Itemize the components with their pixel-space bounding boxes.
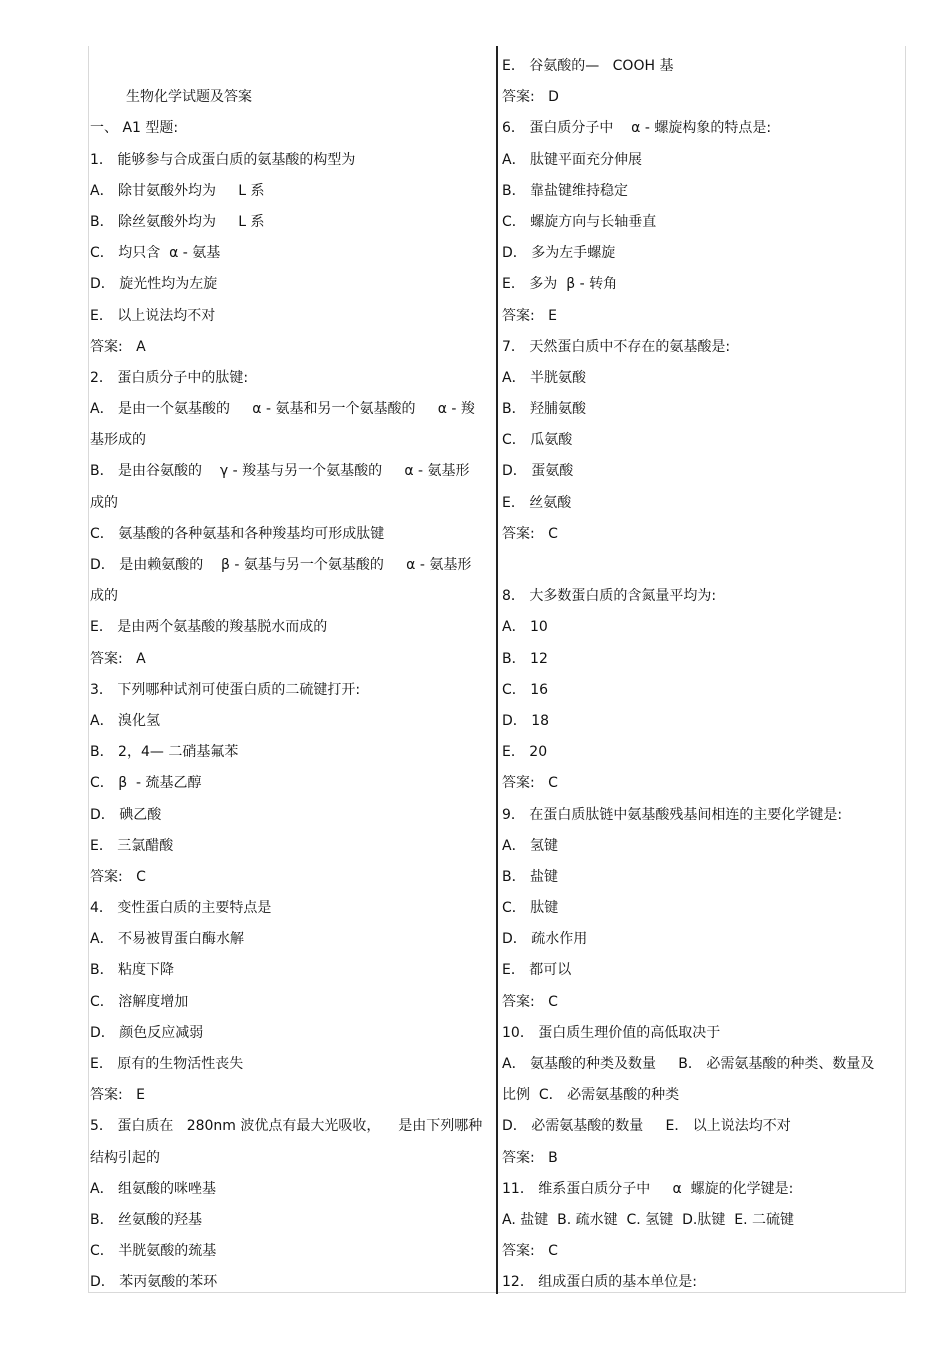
right-column-line: B． 盐键 — [502, 868, 559, 885]
right-column-line: C． 肽键 — [502, 900, 559, 917]
left-column-line: B． 是由谷氨酸的 γ - 羧基与另一个氨基酸的 α - 氨基形 — [90, 463, 470, 480]
left-column-line: 5． 蛋白质在 280nm 波优点有最大光吸收， 是由下列哪种 — [90, 1118, 483, 1135]
left-column-line: A． 组氨酸的咪唑基 — [90, 1180, 217, 1197]
left-column-line — [90, 51, 492, 82]
right-column-line: D． 18 — [502, 712, 550, 729]
left-column-line: 答案: A — [90, 650, 146, 667]
left-column-line: C． 均只含 α - 氨基 — [90, 245, 221, 262]
left-column-line: 答案: C — [90, 868, 146, 885]
right-column-line: E． 谷氨酸的— COOH 基 — [502, 58, 674, 74]
right-column-line: 答案: C — [502, 1243, 558, 1260]
right-column-line: 答案: B — [502, 1149, 558, 1166]
right-column-line: E． 丝氨酸 — [502, 494, 572, 511]
right-column-line: B． 靠盐键维持稳定 — [502, 182, 629, 199]
right-column-line: A． 肽键平面充分伸展 — [502, 151, 643, 168]
left-column-line: A． 溴化氢 — [90, 712, 161, 729]
right-column-line: D． 疏水作用 — [502, 931, 588, 948]
right-column-line: 7． 天然蛋白质中不存在的氨基酸是: — [502, 338, 731, 355]
right-column-line: B． 羟脯氨酸 — [502, 401, 587, 418]
right-column-line: 答案: E — [502, 307, 557, 324]
left-column-line: E． 是由两个氨基酸的羧基脱水而成的 — [90, 619, 328, 636]
right-column-line: 8． 大多数蛋白质的含氮量平均为: — [502, 588, 717, 605]
left-column — [90, 51, 492, 1299]
right-column-line: D． 必需氨基酸的数量 E． 以上说法均不对 — [502, 1118, 791, 1135]
left-column-line: D． 是由赖氨酸的 β - 氨基与另一个氨基酸的 α - 氨基形 — [90, 557, 472, 573]
right-column-line: A． 氢键 — [502, 837, 559, 854]
left-column-line: 成的 — [90, 494, 118, 511]
right-column-line: 比例 C． 必需氨基酸的种类 — [502, 1087, 680, 1104]
right-column-line: E． 多为 β - 转角 — [502, 276, 618, 293]
left-column-line: D． 颜色反应减弱 — [90, 1024, 204, 1041]
left-column-line: E． 原有的生物活性丧失 — [90, 1056, 244, 1072]
left-column-line: 一、 A1 型题: — [90, 120, 179, 137]
right-column-line: 6． 蛋白质分子中 α - 螺旋构象的特点是: — [502, 120, 772, 137]
column-divider — [496, 46, 498, 1294]
right-column-line: B． 12 — [502, 650, 548, 667]
left-column-line: 1． 能够参与合成蛋白质的氨基酸的构型为 — [90, 151, 356, 168]
right-column-line: 答案: C — [502, 993, 558, 1010]
right-column-line: A． 氨基酸的种类及数量 B． 必需氨基酸的种类、数量及 — [502, 1056, 875, 1072]
left-column-line: A． 不易被胃蛋白酶水解 — [90, 931, 245, 948]
left-column-line: 3． 下列哪种试剂可使蛋白质的二硫键打开: — [90, 681, 361, 698]
left-column-line: B． 粘度下降 — [90, 962, 175, 979]
left-column-line: C． β - 巯基乙醇 — [90, 775, 202, 792]
left-column-line: C． 溶解度增加 — [90, 993, 189, 1010]
right-column-line: 10． 蛋白质生理价值的高低取决于 — [502, 1024, 721, 1041]
left-border — [88, 46, 89, 1292]
right-column-line: 答案: C — [502, 525, 558, 542]
left-column-line: 2． 蛋白质分子中的肽键: — [90, 369, 249, 386]
right-column-line: C． 16 — [502, 681, 549, 698]
left-column-line: 答案: A — [90, 338, 146, 355]
right-column-line: C． 瓜氨酸 — [502, 432, 573, 449]
left-column-line: 成的 — [90, 588, 118, 605]
right-column-line: D． 蛋氨酸 — [502, 463, 574, 480]
right-column-line: 11． 维系蛋白质分子中 α 螺旋的化学键是: — [502, 1180, 794, 1197]
left-column-line: 基形成的 — [90, 432, 146, 449]
left-column-line: A． 除甘氨酸外均为 L 系 — [90, 182, 265, 199]
right-column-line: E． 都可以 — [502, 962, 572, 979]
left-column-line: D． 旋光性均为左旋 — [90, 276, 218, 293]
right-column-line: D． 多为左手螺旋 — [502, 245, 616, 262]
left-column-line: B． 丝氨酸的羟基 — [90, 1211, 203, 1228]
left-column-line: D． 碘乙酸 — [90, 806, 162, 823]
left-column-line: E． 以上说法均不对 — [90, 307, 216, 324]
left-column-line: E． 三氯醋酸 — [90, 837, 174, 854]
right-column-line: 答案: D — [502, 89, 559, 106]
right-column-line — [502, 550, 894, 581]
left-column-line: C． 氨基酸的各种氨基和各种羧基均可形成肽键 — [90, 525, 385, 542]
right-column-line: 答案: C — [502, 775, 558, 792]
right-column-line: A． 10 — [502, 619, 548, 636]
right-column-line: E． 20 — [502, 744, 548, 761]
right-column-line: 9． 在蛋白质肽链中氨基酸残基间相连的主要化学键是: — [502, 806, 843, 823]
left-column-line: 4． 变性蛋白质的主要特点是 — [90, 900, 272, 917]
left-column-line: D． 苯丙氨酸的苯环 — [90, 1274, 218, 1291]
document-title: 生物化学试题及答案 — [126, 89, 252, 106]
left-column-line: A． 是由一个氨基酸的 α - 氨基和另一个氨基酸的 α - 羧 — [90, 401, 475, 418]
left-column-line: B． 除丝氨酸外均为 L 系 — [90, 213, 265, 230]
right-column-line: C． 螺旋方向与长轴垂直 — [502, 213, 657, 230]
right-column — [502, 51, 894, 1299]
right-column-line: 12． 组成蛋白质的基本单位是: — [502, 1274, 697, 1291]
left-column-line: 结构引起的 — [90, 1149, 160, 1166]
right-border — [905, 46, 906, 1292]
left-column-line: 答案: E — [90, 1087, 145, 1104]
right-column-line: A． 半胱氨酸 — [502, 369, 587, 386]
right-column-line: A. 盐键 B. 疏水键 C. 氢键 D.肽键 E. 二硫键 — [502, 1211, 794, 1228]
left-column-line: C． 半胱氨酸的巯基 — [90, 1243, 217, 1260]
left-column-line: B． 2，4— 二硝基氟苯 — [90, 744, 239, 761]
